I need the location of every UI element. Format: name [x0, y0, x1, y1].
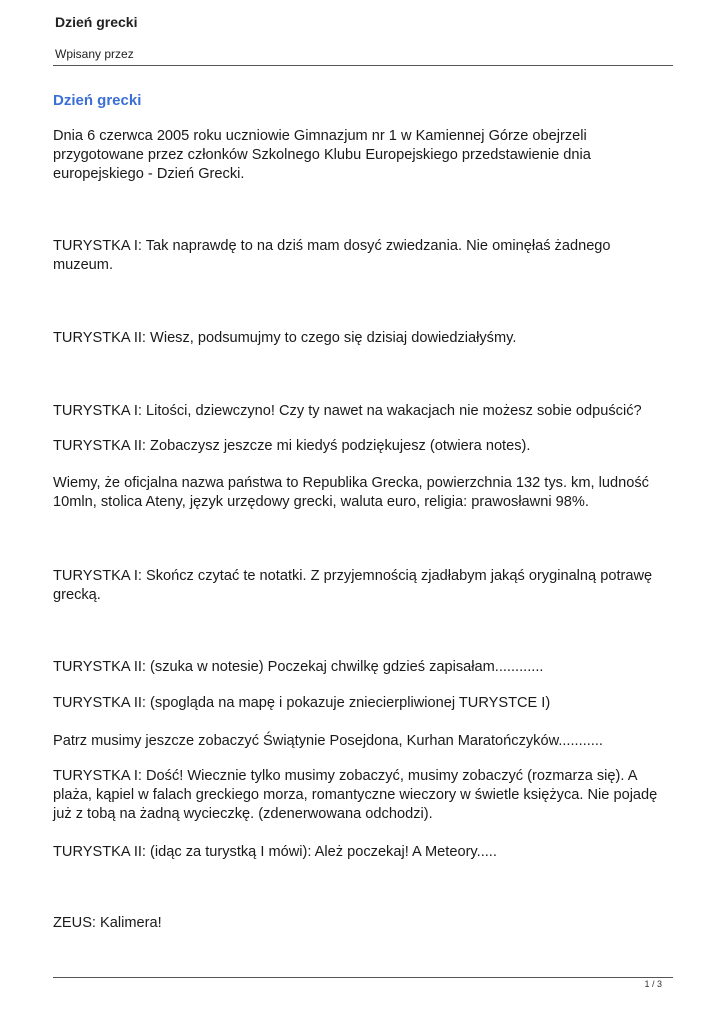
header-divider [53, 65, 673, 66]
paragraph-dialogue: TURYSTKA I: Litości, dziewczyno! Czy ty nawet na wakacjach nie możesz sobie odpuścić? [53, 403, 642, 419]
paragraph-dialogue: TURYSTKA II: (idąc za turystką I mówi): Ależ poczekaj! A Meteory..... [53, 844, 497, 860]
paragraph-dialogue: TURYSTKA II: (szuka w notesie) Poczekaj chwilkę gdzieś zapisałam............ [53, 659, 544, 675]
paragraph-dialogue: ZEUS: Kalimera! [53, 915, 162, 931]
paragraph-dialogue: TURYSTKA II: Wiesz, podsumujmy to czego się dzisiaj dowiedziałyśmy. [53, 330, 517, 346]
header-author-label: Wpisany przez [55, 47, 134, 61]
footer-divider [53, 977, 673, 978]
paragraph-notes: Wiemy, że oficjalna nazwa państwa to Republika Grecka, powierzchnia 132 tys. km, ludność 10mln, stolica Ateny, język urzędowy grecki, waluta euro, religia: prawosławni 98%. [53, 475, 649, 510]
header-title: Dzień grecki [55, 14, 138, 30]
article-title: Dzień grecki [53, 92, 142, 109]
paragraph-dialogue: Patrz musimy jeszcze zobaczyć Świątynie Posejdona, Kurhan Maratończyków........... [53, 733, 603, 749]
paragraph-dialogue: TURYSTKA II: Zobaczysz jeszcze mi kiedyś podziękujesz (otwiera notes). [53, 438, 531, 454]
page-number: 1 / 3 [644, 979, 662, 989]
paragraph-dialogue: TURYSTKA II: (spogląda na mapę i pokazuje zniecierpliwionej TURYSTCE I) [53, 695, 551, 711]
paragraph-dialogue: TURYSTKA I: Dość! Wiecznie tylko musimy zobaczyć, musimy zobaczyć (rozmarza się). A plaża, kąpiel w falach greckiego morza, romantyczne wieczory w świetle księżyca. Nie pojadę już z tobą na żadną wycieczkę. (zdenerwowana odchodzi). [53, 768, 658, 822]
paragraph-dialogue: TURYSTKA I: Skończ czytać te notatki. Z przyjemnością zjadłabym jakąś oryginalną potrawę grecką. [53, 568, 653, 603]
paragraph-dialogue: TURYSTKA I: Tak naprawdę to na dziś mam dosyć zwiedzania. Nie ominęłaś żadnego muzeum. [53, 238, 611, 273]
paragraph-intro: Dnia 6 czerwca 2005 roku uczniowie Gimnazjum nr 1 w Kamiennej Górze obejrzeli przygotowane przez członków Szkolnego Klubu Europejskiego przedstawienie dnia europejskiego - Dzień Grecki. [53, 128, 591, 182]
